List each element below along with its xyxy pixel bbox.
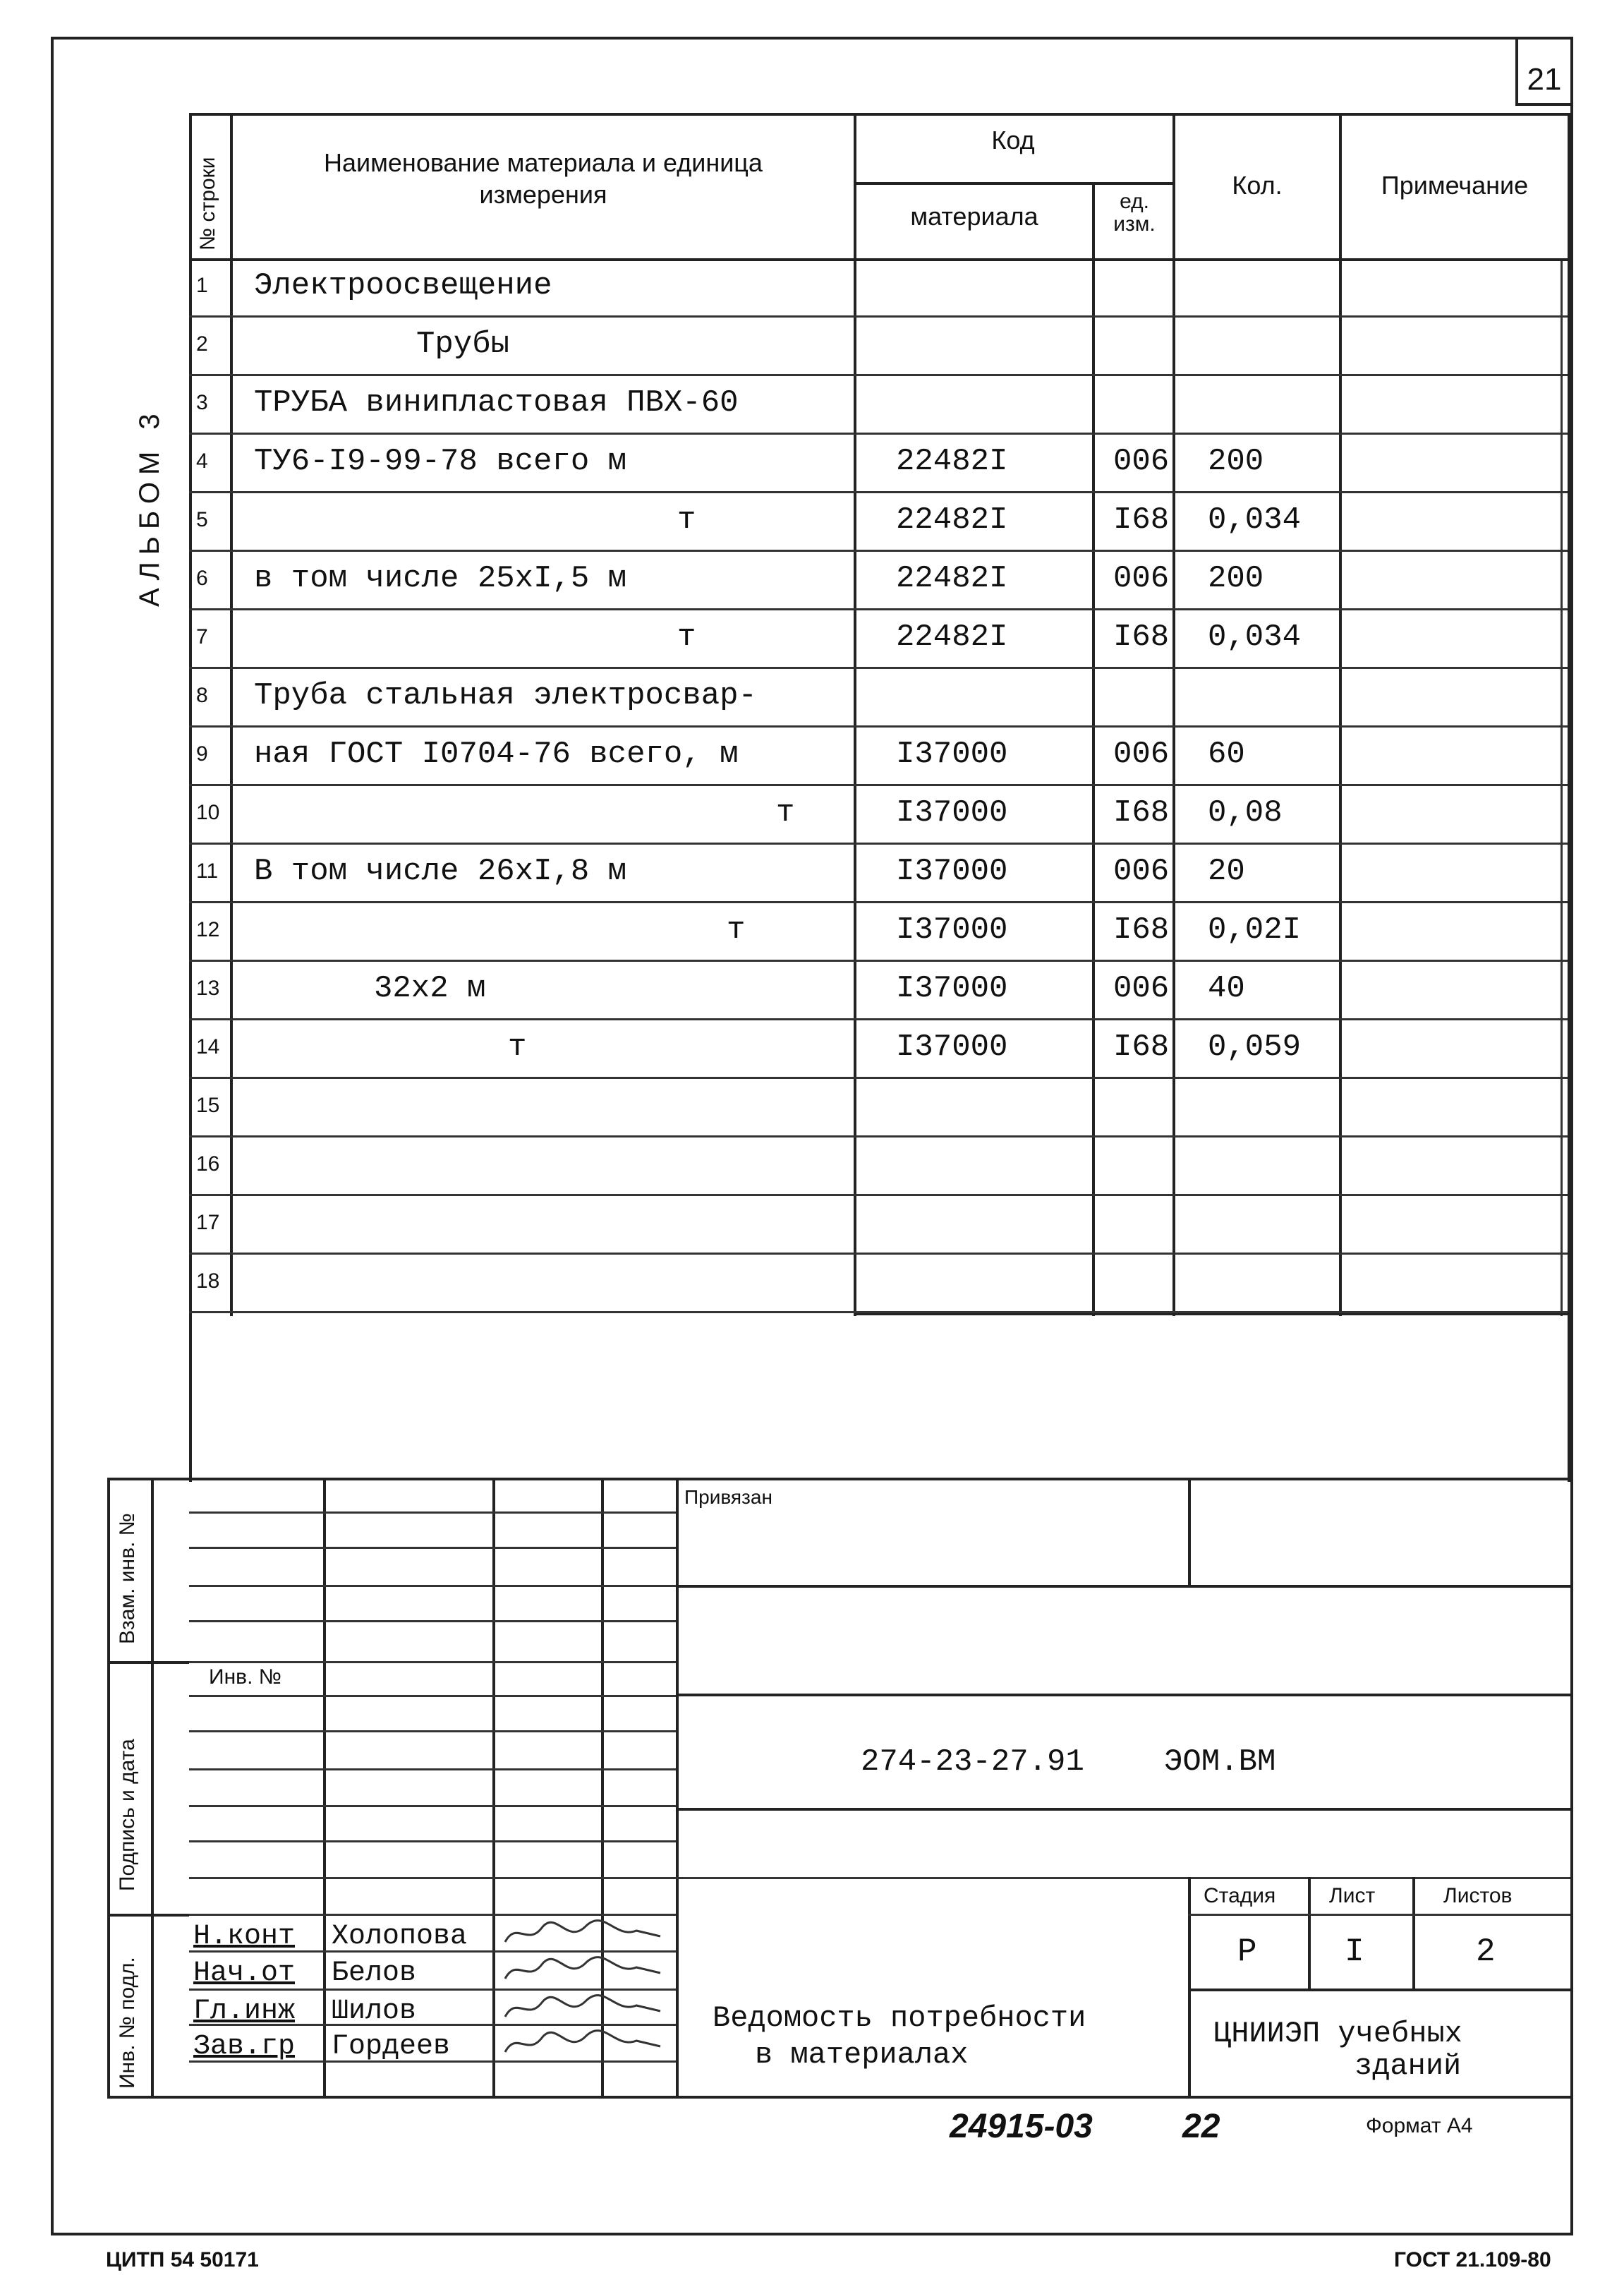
privyazan-divider <box>1188 1478 1191 1588</box>
title-line2: в материалах <box>755 2038 969 2072</box>
sig-col1 <box>323 1478 326 2099</box>
title-line1: Ведомость потребности <box>713 2001 1086 2035</box>
header-note: Примечание <box>1381 171 1529 200</box>
signature-mark <box>502 1955 665 1993</box>
row-material-code: 22482I <box>896 444 1008 479</box>
row-number: 12 <box>196 918 220 941</box>
signatory-name: Гордеев <box>332 2031 451 2063</box>
row-quantity: 20 <box>1208 854 1245 889</box>
sheets-label: Листов <box>1443 1884 1513 1907</box>
sig-col2 <box>492 1478 495 2099</box>
sig-grid-line <box>189 1768 676 1770</box>
row-divider <box>189 608 1568 610</box>
stamp-line-c <box>676 1808 1570 1811</box>
row-divider <box>189 843 1568 845</box>
sheet-label: Лист <box>1329 1884 1376 1907</box>
signature-mark <box>502 1918 665 1957</box>
row-unit-code: 006 <box>1113 854 1170 889</box>
sig-grid-line <box>189 1695 676 1697</box>
row-number: 14 <box>196 1035 220 1058</box>
stage-label: Стадия <box>1204 1884 1276 1907</box>
doc-mark: ЭОМ.ВМ <box>1164 1744 1276 1780</box>
row-divider <box>189 550 1568 552</box>
row-unit-code: I68 <box>1113 795 1170 831</box>
row-number: 1 <box>196 274 208 297</box>
sheet-divider <box>1412 1877 1415 1990</box>
row-quantity: 200 <box>1208 561 1264 596</box>
row-material-code: 22482I <box>896 561 1008 596</box>
sig-grid-line <box>189 1914 676 1916</box>
row-material-name: ная ГОСТ I0704-76 всего, м <box>254 737 739 772</box>
row-number: 17 <box>196 1211 220 1234</box>
side-label-vzam: Взам. инв. № <box>116 1513 139 1644</box>
header-qty: Кол. <box>1232 171 1283 200</box>
header-code-material: материала <box>910 202 1038 231</box>
sig-grid-line <box>189 1585 676 1587</box>
row-number: 8 <box>196 684 208 707</box>
row-material-code: I37000 <box>896 854 1008 889</box>
sig-grid-line <box>189 1877 676 1879</box>
header-bottom-line <box>189 258 1570 261</box>
row-number: 15 <box>196 1094 220 1117</box>
row-quantity: 0,059 <box>1208 1030 1302 1065</box>
side-label-inv-podl: Инв. № подл. <box>116 1957 139 2089</box>
handwritten-code: 24915-03 <box>950 2108 1093 2145</box>
row-divider <box>189 725 1568 728</box>
row-unit-code: I68 <box>1113 502 1170 538</box>
inner-right-border <box>1561 261 1563 1316</box>
row-material-name: В том числе 26хI,8 м <box>254 854 627 889</box>
row-material-code: I37000 <box>896 737 1008 772</box>
row-divider <box>189 433 1568 435</box>
side-strip-div2 <box>107 1914 189 1917</box>
row-quantity: 0,034 <box>1208 502 1302 538</box>
row-unit-code: 006 <box>1113 971 1170 1006</box>
sig-grid-line <box>189 1620 676 1622</box>
stage-value-line <box>1188 1989 1570 1991</box>
row-divider <box>189 315 1568 318</box>
signatory-name: Белов <box>332 1957 417 1989</box>
row-number: 11 <box>196 859 219 883</box>
sig-grid-line <box>189 1840 676 1842</box>
footer-left: ЦИТП 54 50171 <box>106 2248 259 2271</box>
table-left-border <box>189 113 192 1482</box>
stage-label-line <box>1188 1914 1570 1916</box>
sig-grid-line <box>189 1730 676 1732</box>
stage-divider <box>1308 1877 1311 1990</box>
signatory-role: Зав.гр <box>193 2031 296 2063</box>
col-code-divider <box>1092 182 1095 1316</box>
side-strip-left <box>107 1478 110 2099</box>
row-unit-code: I68 <box>1113 912 1170 948</box>
format-label: Формат А4 <box>1366 2114 1473 2137</box>
row-divider <box>189 1018 1568 1020</box>
sig-grid-line <box>189 1805 676 1807</box>
code-subheader-line <box>854 182 1172 185</box>
row-quantity: 40 <box>1208 971 1245 1006</box>
signatory-role: Нач.от <box>193 1957 296 1989</box>
sheets-value: 2 <box>1476 1933 1496 1970</box>
row-unit-code: 006 <box>1113 444 1170 479</box>
row-material-code: 22482I <box>896 502 1008 538</box>
row-material-name: т <box>677 502 696 538</box>
row-material-code: 22482I <box>896 620 1008 655</box>
stamp-line-b <box>676 1694 1570 1696</box>
stamp-line-d <box>676 1877 1570 1879</box>
stamp-bottom-line <box>107 2096 1570 2099</box>
row-material-code: I37000 <box>896 912 1008 948</box>
row-unit-code: I68 <box>1113 620 1170 655</box>
side-strip-right <box>151 1478 154 2099</box>
sig-col4 <box>676 1478 679 2099</box>
row-unit-code: 006 <box>1113 737 1170 772</box>
row-material-name: ТРУБА винипластовая ПВХ-60 <box>254 385 739 421</box>
table-right-border <box>1568 113 1570 1482</box>
signatory-role: Н.конт <box>193 1921 296 1953</box>
header-row-no: № строки <box>196 157 219 251</box>
stage-value: Р <box>1237 1933 1257 1970</box>
row-divider <box>189 784 1568 786</box>
row-material-name: 32х2 м <box>374 971 486 1006</box>
row-material-name: т <box>727 912 746 948</box>
org-divider <box>1188 1877 1191 2099</box>
sheet-number: 21 <box>1515 38 1570 106</box>
signatory-name: Холопова <box>332 1921 468 1953</box>
row-material-name: Электроосвещение <box>254 268 552 303</box>
row-material-code: I37000 <box>896 971 1008 1006</box>
row-material-code: I37000 <box>896 1030 1008 1065</box>
side-label-podpis: Подпись и дата <box>116 1739 139 1891</box>
row-number: 2 <box>196 332 208 356</box>
row-divider <box>189 491 1568 493</box>
header-name: Наименование материала и единица измерения <box>324 148 763 209</box>
header-code-group: Код <box>991 126 1035 155</box>
handwritten-page: 22 <box>1182 2108 1220 2145</box>
row-material-name: т <box>776 795 795 831</box>
row-divider <box>189 1311 1568 1313</box>
stamp-line-a <box>676 1585 1570 1588</box>
row-unit-code: I68 <box>1113 1030 1170 1065</box>
row-divider <box>189 901 1568 903</box>
row-divider <box>189 667 1568 669</box>
row-material-name: в том числе 25хI,5 м <box>254 561 627 596</box>
row-divider <box>189 1077 1568 1079</box>
table-top-border <box>189 113 1570 116</box>
privyazan-label: Привязан <box>684 1486 772 1508</box>
row-material-name: т <box>677 620 696 655</box>
row-number: 16 <box>196 1152 220 1176</box>
row-quantity: 60 <box>1208 737 1245 772</box>
org-line1: ЦНИИЭП учебных <box>1213 2017 1462 2051</box>
row-material-name: Труба стальная электросвар- <box>254 678 757 713</box>
footer-right: ГОСТ 21.109-80 <box>1394 2248 1551 2271</box>
sheet-value: I <box>1345 1933 1364 1970</box>
row-divider <box>189 1194 1568 1196</box>
row-divider <box>189 1253 1568 1255</box>
row-material-name: т <box>508 1030 527 1065</box>
row-number: 10 <box>196 801 220 824</box>
row-divider <box>189 1135 1568 1138</box>
stamp-top-line <box>107 1478 1570 1480</box>
row-material-code: I37000 <box>896 795 1008 831</box>
signature-mark <box>502 1993 665 2032</box>
row-number: 18 <box>196 1269 220 1293</box>
row-number: 5 <box>196 508 208 531</box>
row-quantity: 0,08 <box>1208 795 1283 831</box>
sig-grid-line <box>189 1547 676 1549</box>
org-line2: зданий <box>1355 2049 1462 2083</box>
row-number: 6 <box>196 567 208 590</box>
row-material-name: Трубы <box>416 327 510 362</box>
row-number: 7 <box>196 625 208 648</box>
row-number: 9 <box>196 742 208 766</box>
row-quantity: 0,02I <box>1208 912 1302 948</box>
row-number: 13 <box>196 977 220 1000</box>
header-code-unit: ед. изм. <box>1113 190 1156 236</box>
signatory-name: Шилов <box>332 1996 417 2027</box>
row-quantity: 0,034 <box>1208 620 1302 655</box>
row-material-name: ТУ6-I9-99-78 всего м <box>254 444 627 479</box>
side-strip-div1 <box>107 1661 189 1664</box>
row-number: 4 <box>196 449 208 473</box>
row-number: 3 <box>196 391 208 414</box>
signature-mark <box>502 2028 665 2067</box>
row-unit-code: 006 <box>1113 561 1170 596</box>
row-divider <box>189 960 1568 962</box>
album-label: АЛЬБОМ 3 <box>134 406 165 607</box>
row-divider <box>189 374 1568 376</box>
row-quantity: 200 <box>1208 444 1264 479</box>
doc-code: 274-23-27.91 <box>861 1744 1084 1780</box>
sig-grid-line <box>189 1511 676 1514</box>
sig-grid-line <box>189 1661 676 1663</box>
inv-no-label: Инв. № <box>209 1665 281 1689</box>
signatory-role: Гл.инж <box>193 1996 296 2027</box>
